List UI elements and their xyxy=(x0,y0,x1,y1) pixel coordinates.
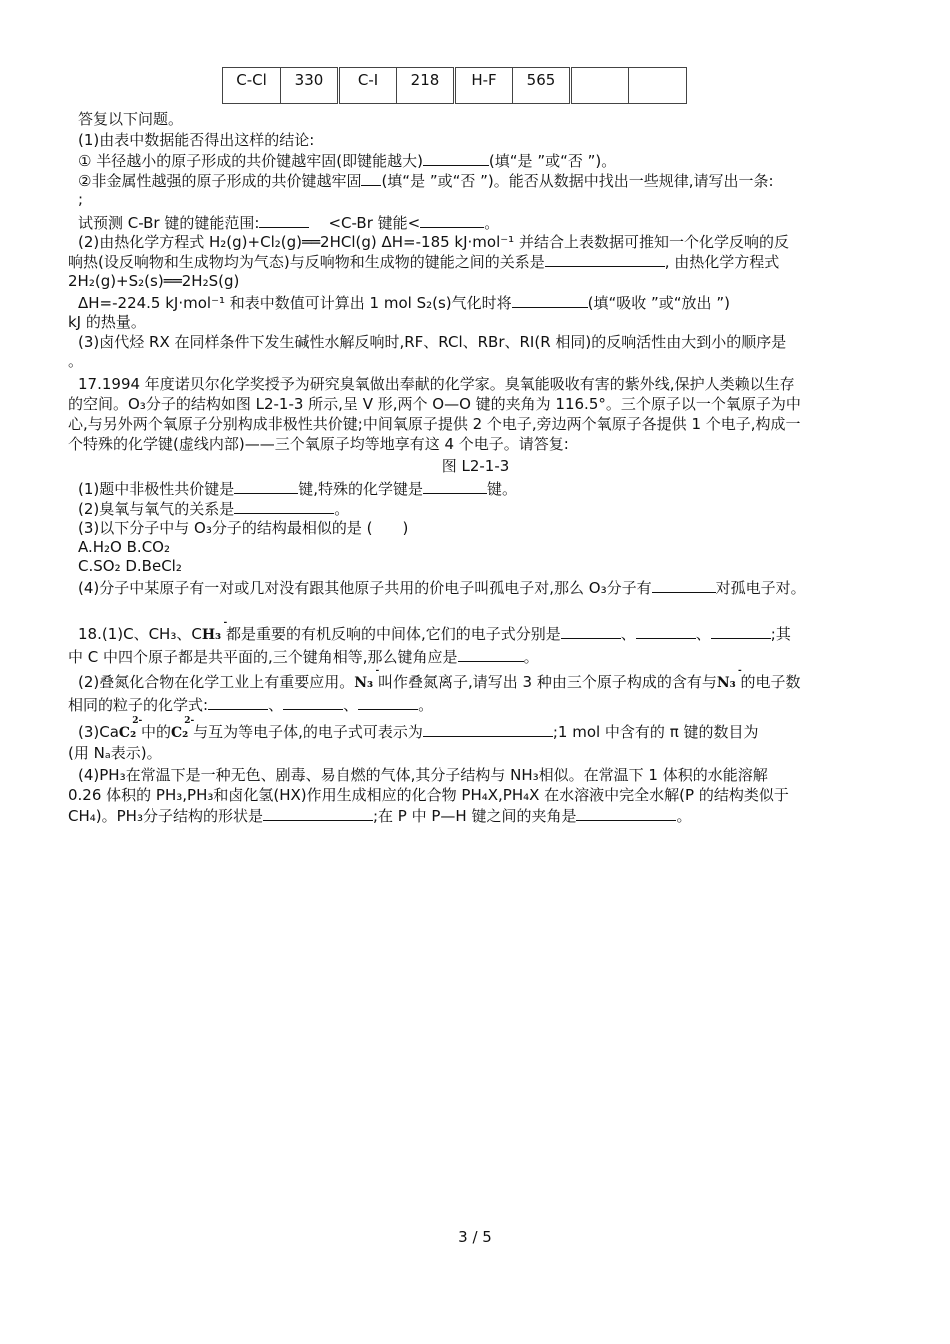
text-line xyxy=(68,213,893,233)
text-span: ΔH=-224.5 kJ·mol⁻¹ 和表中数值可计算出 1 mol S₂(s)气化时将 xyxy=(78,294,512,312)
text-span: 响热(设反响物和生成物均为气态)与反响物和生成物的键能之间的关系是 xyxy=(68,253,545,271)
text-span: 中 C 中四个原子都是共平面的,三个键角相等,那么键角应是 xyxy=(68,648,458,666)
text-span: 中的 xyxy=(140,723,171,741)
text-line xyxy=(68,695,883,715)
text-span: 、 xyxy=(343,696,359,714)
text-span: (2)臭氧与氧气的关系是 xyxy=(78,500,235,518)
formula-text: N₃ xyxy=(716,675,736,691)
text-line: (3)卤代烃 RX 在同样条件下发生碱性水解反响时,RF、RCl、RBr、RI(R 相同)的反响活性由大到小的顺序是 xyxy=(78,333,787,351)
answer-blank[interactable] xyxy=(636,624,696,639)
answer-blank[interactable] xyxy=(234,499,334,514)
page-number: 3 / 5 xyxy=(458,1228,492,1246)
text-span: 相同的粒子的化学式: xyxy=(68,696,209,714)
text-span: (3)Ca xyxy=(78,723,119,741)
question-17-line: 心,与另外两个氧原子分别构成非极性共价键;中间氧原子提供 2 个电子,旁边两个氧原子各提供 1 个电子,构成一 xyxy=(68,415,801,433)
question-18-line xyxy=(68,618,893,645)
text-line: (用 Nₐ表示)。 xyxy=(68,744,162,762)
text-span: (填“吸收 ”或“放出 ”) xyxy=(587,294,730,312)
question-17-line: 个特殊的化学键(虚线内部)——三个氧原子均等地享有这 4 个电子。请答复: xyxy=(68,435,569,453)
answer-blank[interactable] xyxy=(576,806,676,821)
text-line xyxy=(68,716,893,743)
chem-formula: N₃ - xyxy=(354,666,380,691)
text-span: 的电子数 xyxy=(740,673,801,691)
table-cell: 565 xyxy=(513,68,571,104)
text-span: ;在 P 中 P—H 键之间的夹角是 xyxy=(372,807,577,825)
text-span: (4)分子中某原子有一对或几对没有跟其他原子共用的价电子叫孤电子对,那么 O₃分子有 xyxy=(78,579,652,597)
text-span: ;其 xyxy=(770,625,791,643)
table-cell xyxy=(629,68,687,104)
text-span: (填“是 ”或“否 ”)。能否从数据中找出一些规律,请写出一条: xyxy=(381,172,774,190)
answer-blank[interactable] xyxy=(420,213,484,228)
answer-blank[interactable] xyxy=(458,647,524,662)
table-cell: 218 xyxy=(397,68,455,104)
answer-blank[interactable] xyxy=(652,578,716,593)
text-span: 。 xyxy=(334,500,350,518)
answer-blank[interactable] xyxy=(512,293,588,308)
chem-formula: C₂ 2- xyxy=(118,716,143,741)
text-span: 。 xyxy=(418,696,434,714)
option-line: A.H₂O B.CO₂ xyxy=(78,538,170,556)
answer-blank[interactable] xyxy=(561,624,621,639)
text-span: CH₄)。PH₃分子结构的形状是 xyxy=(68,807,263,825)
text-span: 与互为等电子体,的电子式可表示为 xyxy=(193,723,423,741)
text-line xyxy=(68,806,883,826)
chem-formula: H₃ - xyxy=(201,618,228,643)
text-span: 都是重要的有机反响的中间体,它们的电子式分别是 xyxy=(225,625,561,643)
text-span: 18.(1)C、CH₃、C xyxy=(78,625,202,643)
text-line xyxy=(68,479,893,499)
table-cell: C-I xyxy=(339,68,397,104)
answer-blank[interactable] xyxy=(423,151,489,166)
answer-blank[interactable] xyxy=(263,806,373,821)
text-line: 。 xyxy=(68,352,84,370)
bond-energy-table xyxy=(222,67,687,104)
text-span: ②非金属性越强的原子形成的共价键越牢固 xyxy=(78,172,362,190)
text-span: ;1 mol 中含有的 π 键的数目为 xyxy=(552,723,759,741)
text-line xyxy=(68,647,883,667)
chem-formula: N₃ - xyxy=(716,666,742,691)
text-line: 2H₂(g)+S₂(s)══2H₂S(g) xyxy=(68,272,240,290)
formula-text: C₂ xyxy=(118,725,137,741)
answer-blank[interactable] xyxy=(423,722,553,737)
answer-blank[interactable] xyxy=(361,171,381,186)
text-span: (2)叠氮化合物在化学工业上有重要应用。 xyxy=(78,673,355,691)
answer-blank[interactable] xyxy=(545,252,665,267)
question-17-line: 17.1994 年度诺贝尔化学奖授予为研究臭氧做出奉献的化学家。臭氧能吸收有害的紫外线,保护人类赖以生存 xyxy=(78,375,795,393)
text-line xyxy=(68,499,893,519)
text-line: kJ 的热量。 xyxy=(68,313,146,331)
text-span: 。 xyxy=(676,807,692,825)
answer-blank[interactable] xyxy=(711,624,771,639)
table-cell xyxy=(571,68,629,104)
text-span: <C-Br 键能< xyxy=(328,214,421,232)
text-line: ; xyxy=(78,190,84,208)
text-span: (填“是 ”或“否 ”)。 xyxy=(488,152,617,170)
text-line xyxy=(68,578,893,598)
text-line: (1)由表中数据能否得出这样的结论: xyxy=(78,131,315,149)
answer-blank[interactable] xyxy=(358,695,418,710)
chem-formula: C₂ 2- xyxy=(171,716,195,741)
formula-text: H₃ xyxy=(201,627,222,643)
text-line xyxy=(68,252,883,272)
text-line xyxy=(68,171,893,191)
answer-blank[interactable] xyxy=(423,479,487,494)
text-line: (4)PH₃在常温下是一种无色、剧毒、易自燃的气体,其分子结构与 NH₃相似。在常温下 1 体积的水能溶解 xyxy=(78,766,768,784)
text-span: 叫作叠氮离子,请写出 3 种由三个原子构成的含有与 xyxy=(377,673,717,691)
answer-blank[interactable] xyxy=(234,479,298,494)
text-span: 键,特殊的化学键是 xyxy=(298,480,424,498)
question-17-line: 的空间。O₃分子的结构如图 L2-1-3 所示,呈 V 形,两个 O—O 键的夹角为 116.5°。三个原子以一个氧原子为中 xyxy=(68,395,801,413)
text-span: 。 xyxy=(484,214,500,232)
text-span: , 由热化学方程式 xyxy=(664,253,780,271)
formula-text: C₂ xyxy=(171,725,189,741)
text-line: 答复以下问题。 xyxy=(78,110,184,128)
table-cell: 330 xyxy=(281,68,339,104)
text-line xyxy=(68,151,893,171)
text-line xyxy=(68,293,893,313)
formula-text: N₃ xyxy=(354,675,374,691)
text-span: 、 xyxy=(268,696,284,714)
table-cell: H-F xyxy=(455,68,513,104)
text-span: 。 xyxy=(523,648,539,666)
text-line: 0.26 体积的 PH₃,PH₃和卤化氢(HX)作用生成相应的化合物 PH₄X,PH₄X 在水溶液中完全水解(P 的结构类似于 xyxy=(68,786,789,804)
text-span: 对孤电子对。 xyxy=(715,579,806,597)
text-line: (2)由热化学方程式 H₂(g)+Cl₂(g)══2HCl(g) ΔH=-185 kJ·mol⁻¹ 并结合上表数据可推知一个化学反响的反 xyxy=(78,233,789,251)
text-line: (3)以下分子中与 O₃分子的结构最相似的是 ( ) xyxy=(78,519,409,537)
option-line: C.SO₂ D.BeCl₂ xyxy=(78,557,182,575)
answer-blank[interactable] xyxy=(259,213,309,228)
text-span: 试预测 C-Br 键的键能范围: xyxy=(78,214,260,232)
figure-caption: 图 L2-1-3 xyxy=(441,457,510,475)
text-span: 、 xyxy=(620,625,636,643)
text-span: ① 半径越小的原子形成的共价键越牢固(即键能越大) xyxy=(78,152,423,170)
text-span: 、 xyxy=(695,625,711,643)
answer-blank[interactable] xyxy=(208,695,268,710)
table-cell: C-Cl xyxy=(223,68,281,104)
text-line xyxy=(68,666,893,693)
text-span: 键。 xyxy=(487,480,518,498)
answer-blank[interactable] xyxy=(283,695,343,710)
text-span: (1)题中非极性共价键是 xyxy=(78,480,235,498)
